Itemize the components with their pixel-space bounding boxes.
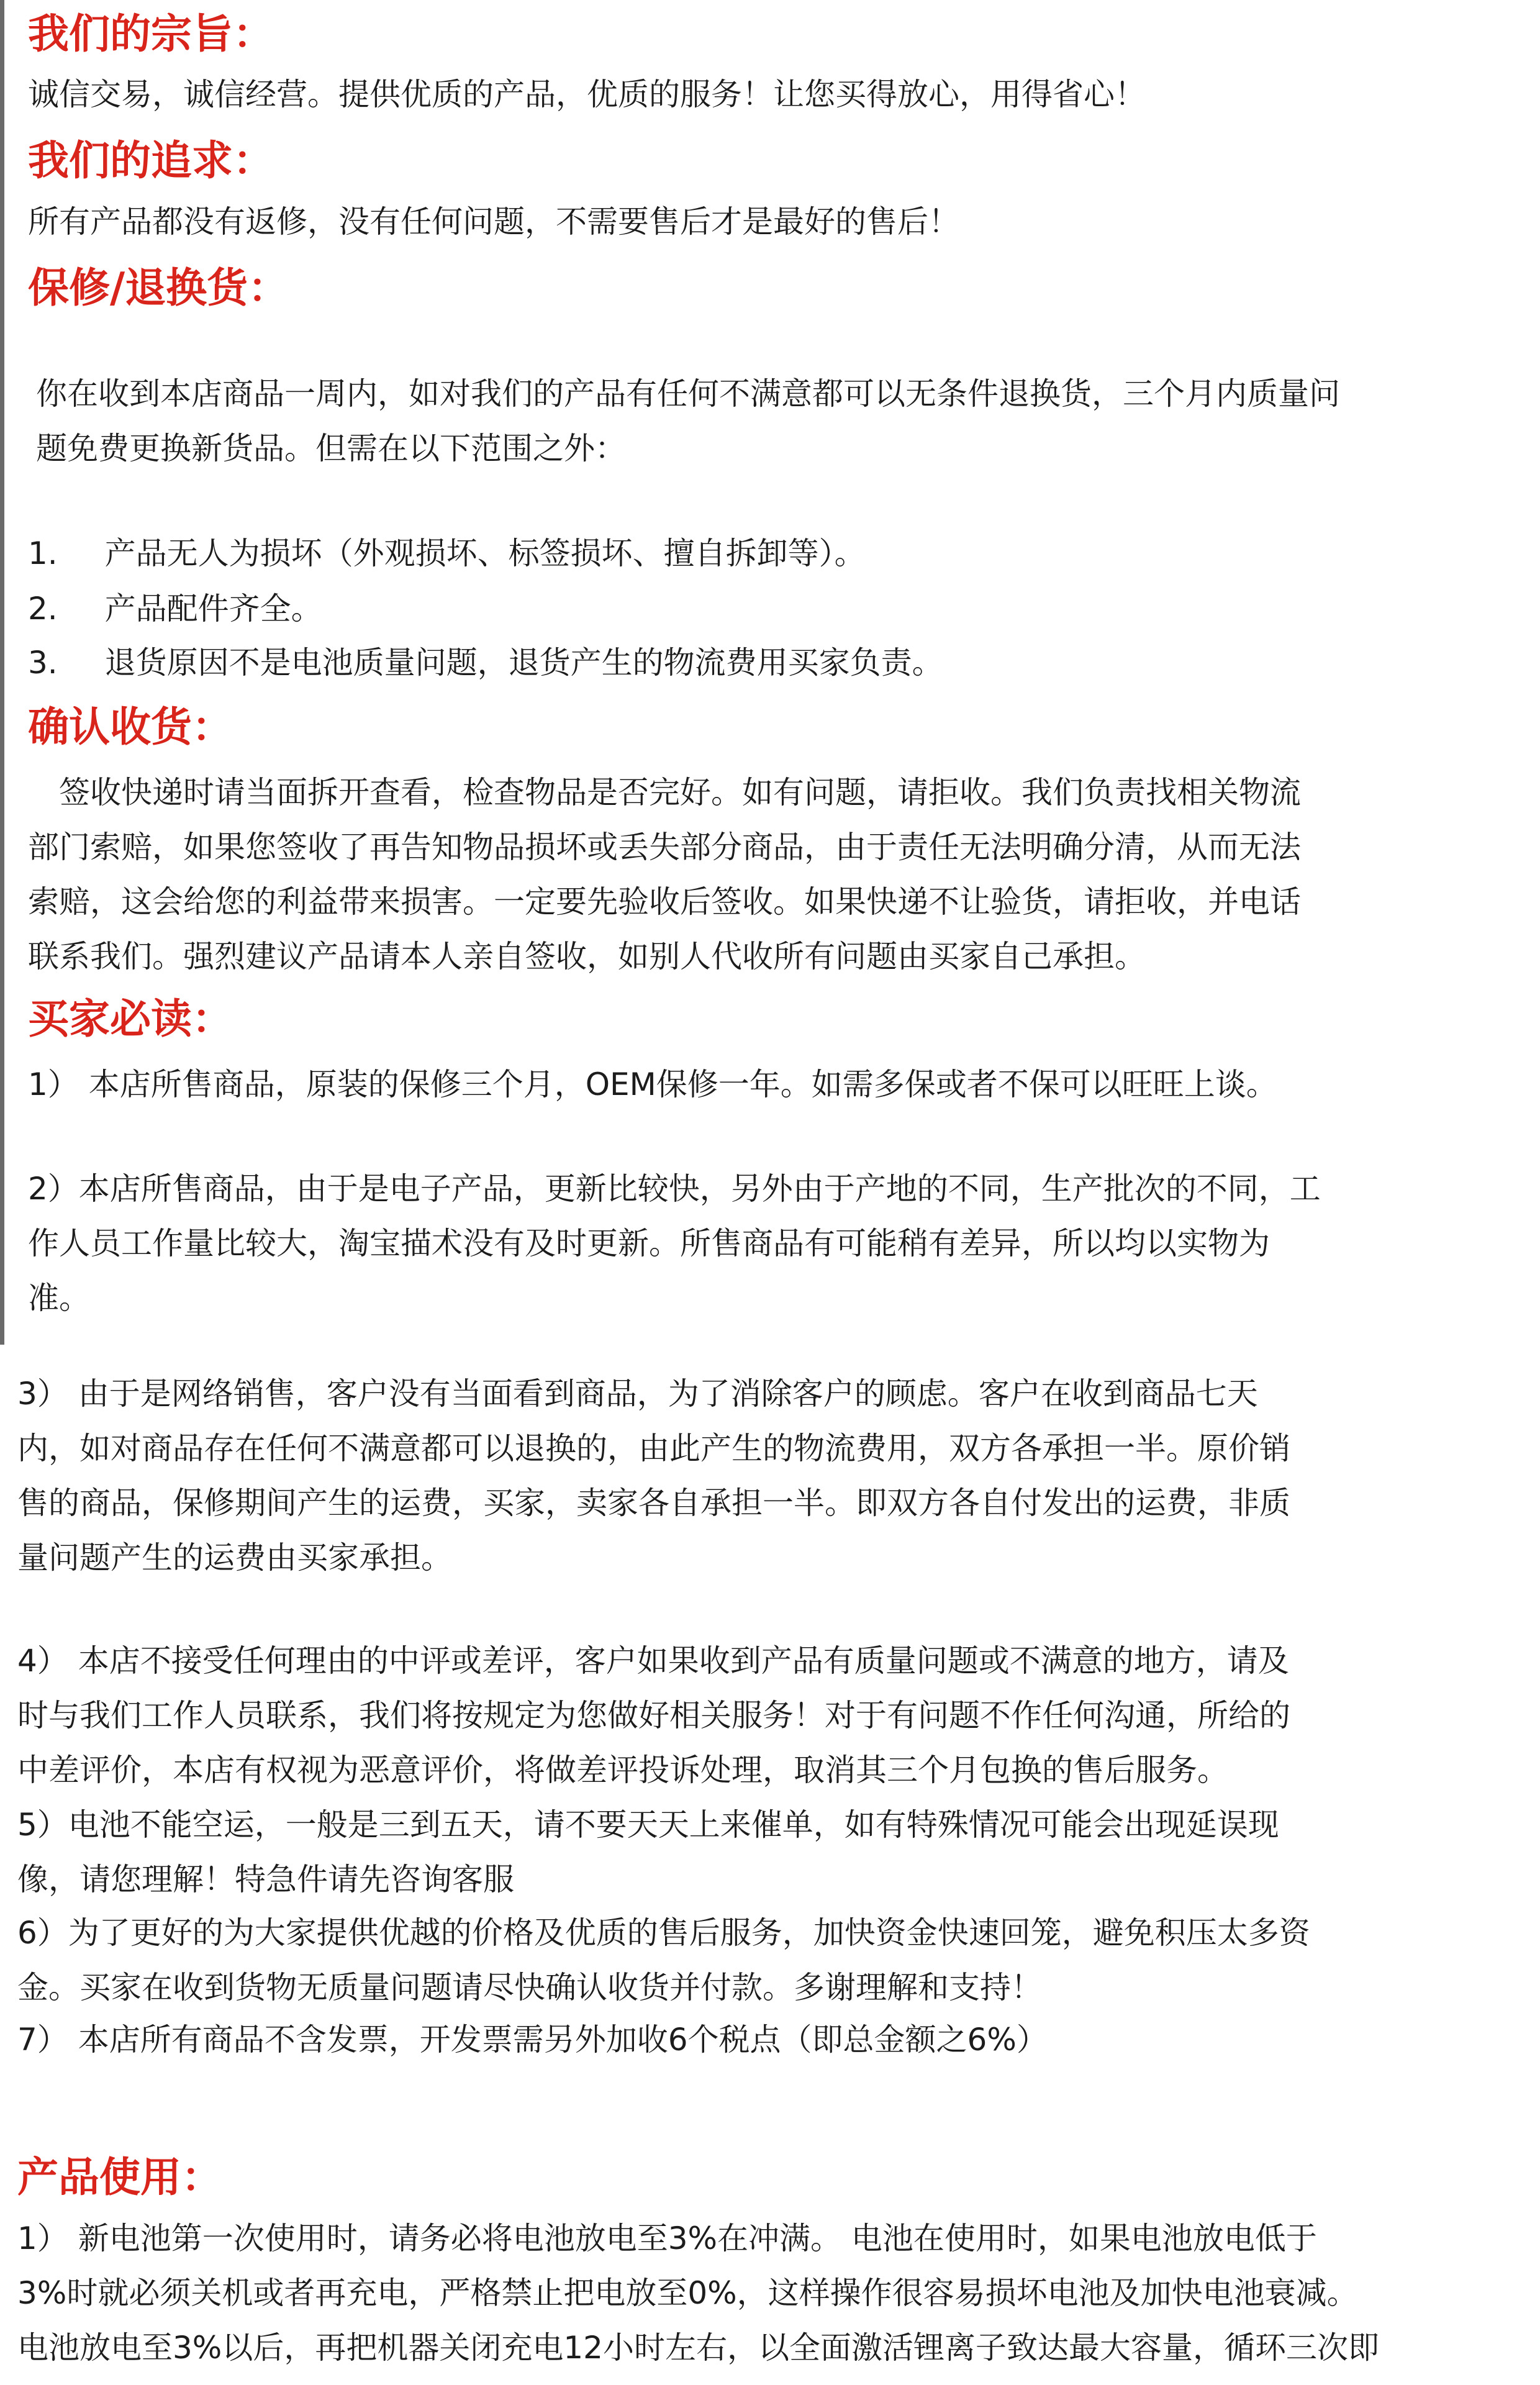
warranty-item bbox=[28, 534, 866, 573]
warranty-item-text: 产品无人为损坏（外观损坏、标签损坏、擅自拆卸等）。 bbox=[104, 535, 866, 571]
buyer-note-3 bbox=[17, 1366, 1290, 1585]
receipt-paragraph bbox=[28, 765, 1301, 984]
buyer-note-line: 售的商品，保修期间产生的运费，买家，卖家各自承担一半。即双方各自付发出的运费，非质 bbox=[17, 1485, 1290, 1521]
buyer-note-line: 5）电池不能空运，一般是三到五天，请不要天天上来催单，如有特殊情况可能会出现延误现 bbox=[17, 1807, 1279, 1843]
usage-line: 1） 新电池第一次使用时，请务必将电池放电至3%在冲满。 电池在使用时，如果电池放电低于 bbox=[17, 2220, 1317, 2256]
warranty-item-number: 2. bbox=[28, 591, 58, 627]
warranty-item-text: 退货原因不是电池质量问题，退货产生的物流费用买家负责。 bbox=[104, 645, 943, 681]
buyer-note-line: 2）本店所售商品，由于是电子产品，更新比较快，另外由于产地的不同，生产批次的不同，工 bbox=[28, 1171, 1321, 1207]
buyer-note-5 bbox=[17, 1797, 1279, 1907]
warranty-item bbox=[28, 589, 322, 629]
receipt-line: 联系我们。强烈建议产品请本人亲自签收，如别人代收所有问题由买家自己承担。 bbox=[28, 938, 1146, 974]
usage-line: 3%时就必须关机或者再充电，严格禁止把电放至0%，这样操作很容易损坏电池及加快电池衰减。 bbox=[17, 2275, 1358, 2311]
warranty-intro-line: 题免费更换新货品。但需在以下范围之外： bbox=[36, 430, 626, 466]
usage-paragraph bbox=[17, 2211, 1379, 2375]
warranty-item-text: 产品配件齐全。 bbox=[104, 591, 322, 627]
buyer-note-line: 4） 本店不接受任何理由的中评或差评，客户如果收到产品有质量问题或不满意的地方，请及 bbox=[17, 1643, 1289, 1679]
receipt-line: 签收快递时请当面拆开查看，检查物品是否完好。如有问题，请拒收。我们负责找相关物流 bbox=[59, 775, 1301, 811]
buyer-note-4 bbox=[17, 1633, 1290, 1797]
warranty-intro-line: 你在收到本店商品一周内，如对我们的产品有任何不满意都可以无条件退换货，三个月内质量问 bbox=[36, 376, 1340, 412]
buyer-note-line: 准。 bbox=[28, 1280, 90, 1316]
buyer-note-2 bbox=[28, 1161, 1321, 1325]
buyer-note-line: 中差评价，本店有权视为恶意评价，将做差评投诉处理，取消其三个月包换的售后服务。 bbox=[17, 1752, 1228, 1788]
buyer-note-line: 3） 由于是网络销售，客户没有当面看到商品，为了消除客户的顾虑。客户在收到商品七天 bbox=[17, 1376, 1258, 1412]
purpose-text: 诚信交易，诚信经营。提供优质的产品，优质的服务！让您买得放心，用得省心！ bbox=[28, 76, 1146, 112]
buyer-note-line: 时与我们工作人员联系，我们将按规定为您做好相关服务！对于有问题不作任何沟通，所给的 bbox=[17, 1697, 1290, 1733]
buyer-note-line: 金。买家在收到货物无质量问题请尽快确认收货并付款。多谢理解和支持！ bbox=[17, 1969, 1042, 2006]
receipt-heading: 确认收货： bbox=[28, 702, 233, 751]
pursuit-text: 所有产品都没有返修，没有任何问题，不需要售后才是最好的售后！ bbox=[28, 204, 959, 240]
buyer-note-line: 1） 本店所售商品，原装的保修三个月，OEM保修一年。如需多保或者不保可以旺旺上谈。 bbox=[28, 1066, 1277, 1102]
buyer-heading: 买家必读： bbox=[28, 994, 233, 1043]
usage-line: 电池放电至3%以后，再把机器关闭充电12小时左右，以全面激活锂离子致达最大容量，循环三次即 bbox=[17, 2330, 1379, 2366]
buyer-note-line: 作人员工作量比较大，淘宝描术没有及时更新。所售商品有可能稍有差异，所以均以实物为 bbox=[28, 1225, 1270, 1261]
usage-heading: 产品使用： bbox=[17, 2153, 222, 2201]
warranty-heading: 保修/退换货： bbox=[28, 263, 289, 312]
buyer-note-line: 6）为了更好的为大家提供优越的价格及优质的售后服务，加快资金快速回笼，避免积压太多资 bbox=[17, 1915, 1310, 1951]
buyer-note-line: 量问题产生的运费由买家承担。 bbox=[17, 1540, 452, 1576]
buyer-note-line: 7） 本店所有商品不含发票，开发票需另外加收6个税点（即总金额之6%） bbox=[17, 2022, 1048, 2058]
pursuit-heading: 我们的追求： bbox=[28, 136, 274, 184]
purpose-heading: 我们的宗旨： bbox=[28, 9, 274, 58]
buyer-note-line: 像，请您理解！特急件请先咨询客服 bbox=[17, 1861, 514, 1897]
left-border-rule bbox=[0, 0, 4, 1345]
buyer-note-line: 内，如对商品存在任何不满意都可以退换的，由此产生的物流费用，双方各承担一半。原价销 bbox=[17, 1430, 1290, 1466]
warranty-item-number: 3. bbox=[28, 645, 58, 681]
receipt-line: 部门索赔，如果您签收了再告知物品损坏或丢失部分商品，由于责任无法明确分清，从而无法 bbox=[28, 829, 1301, 865]
warranty-item-number: 1. bbox=[28, 535, 58, 571]
buyer-note-7 bbox=[17, 2012, 1048, 2067]
warranty-item bbox=[28, 643, 943, 683]
buyer-note-1 bbox=[28, 1057, 1277, 1112]
buyer-note-6 bbox=[17, 1906, 1310, 2015]
receipt-line: 索赔，这会给您的利益带来损害。一定要先验收后签收。如果快递不让验货，请拒收，并电话 bbox=[28, 884, 1301, 920]
warranty-intro bbox=[36, 366, 1340, 476]
